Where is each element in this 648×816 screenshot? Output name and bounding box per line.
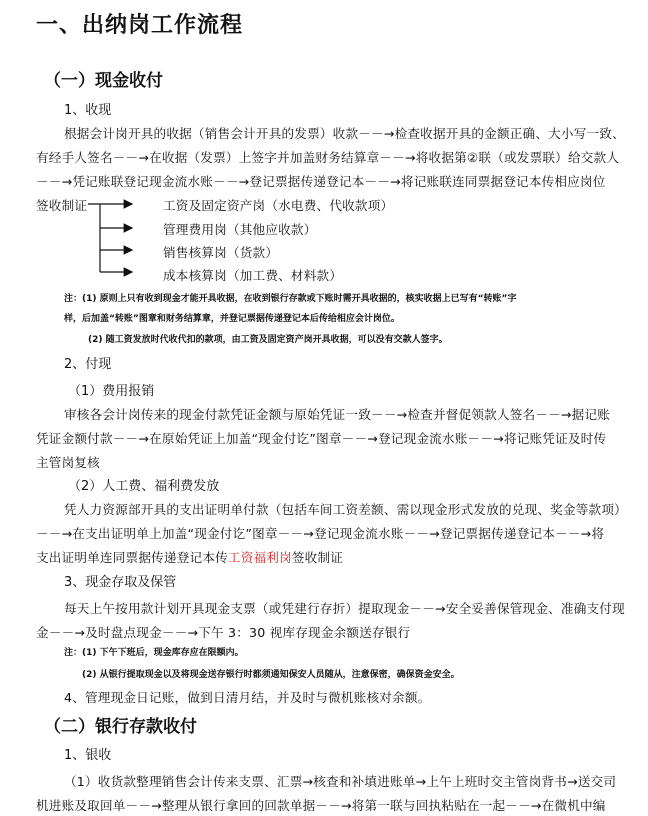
subsection-title-pay-cash: 2、付现 — [64, 357, 112, 372]
paragraph-line: 审核各会计岗传来的现金付款凭证金额与原始凭证一致－－→检查并督促领款人签名－－→据记账 — [64, 407, 611, 422]
paragraph-line — [36, 547, 343, 566]
paragraph-line: 主管岗复核 — [36, 455, 100, 470]
note-line: 注：(1) 原则上只有收到现金才能开具收据，在收到银行存款或下账时需开具收据的，核实收据上已写有“转账”字 — [64, 294, 517, 304]
paragraph-line: 凭证金额付款－－→在原始凭证上加盖“现金付讫”图章－－→登记现金流水账－－→将记账凭证及时传 — [36, 431, 607, 446]
paragraph-line: 有经手人签名－－→在收据（发票）上签字并加盖财务结算章－－→将收据第②联（或发票联）给交款人 — [36, 150, 620, 165]
paragraph-line: （1）收货款整理销售会计传来支票、汇票→核查和补填进账单→上午上班时交主管岗背书→送交司 — [64, 774, 617, 789]
item-title-expense: （1）费用报销 — [68, 384, 155, 399]
note-line: 样，后加盖“转账”图章和财务结算章，并登记票据传递登记本后传给相应会计岗位。 — [64, 314, 400, 324]
paragraph-line: 机进账及取回单－－→整理从银行拿回的回款单据－－→将第一联与回执粘贴在一起－－→在微机中编 — [36, 798, 606, 813]
subsection-title-cash-storage: 3、现金存取及保管 — [64, 575, 177, 590]
text-segment: 支出证明单连同票据传递登记本传 — [36, 550, 228, 565]
paragraph-line: 签收制证 — [36, 198, 88, 213]
note-line: (2) 从银行提取现金以及将现金送存银行时都须通知保安人员随从，注意保密，确保资金安全。 — [82, 670, 460, 680]
note-line: 注：(1) 下午下班后，现金库存应在限额内。 — [64, 648, 244, 658]
branch-label: 管理费用岗（其他应收款） — [163, 222, 317, 237]
item-title-wages: （2）人工费、福利费发放 — [68, 479, 220, 494]
paragraph-line: 凭人力资源部开具的支出证明单付款（包括车间工资差额、需以现金形式发放的兑现、奖金等款项） — [64, 502, 627, 517]
text-segment: 签收制证 — [291, 550, 344, 565]
paragraph-line: －－→在支出证明单上加盖“现金付讫”图章－－→登记现金流水账－－→登记票据传递登记本－－→将 — [36, 526, 605, 541]
branch-label: 工资及固定资产岗（水电费、代收款项） — [163, 198, 394, 213]
subsection-title-receive-cash: 1、收现 — [64, 103, 112, 118]
page-title: 一、出纳岗工作流程 — [36, 12, 244, 38]
item-cash-journal: 4、管理现金日记账，做到日清月结，并及时与微机账核对余额。 — [64, 690, 431, 705]
paragraph-line: 根据会计岗开具的收据（销售会计开具的发票）收款－－→检查收据开具的金额正确、大小写一致、 — [64, 126, 625, 141]
section-heading-cash: （一）现金收付 — [44, 71, 163, 91]
branch-label: 成本核算岗（加工费、材料款） — [163, 268, 343, 283]
subsection-title-bank-receipt: 1、银收 — [64, 748, 112, 763]
section-heading-bank: （二）银行存款收付 — [44, 717, 197, 737]
paragraph-line: 每天上午按用款计划开具现金支票（或凭建行存折）提取现金－－→安全妥善保管现金、准确支付现 — [64, 601, 625, 616]
paragraph-line: －－→凭记账联登记现金流水账－－→登记票据传递登记本－－→将记账联连同票据登记本传相应岗位 — [36, 174, 606, 189]
highlighted-text: 工资福利岗 — [227, 550, 292, 565]
branch-label: 销售核算岗（货款） — [163, 245, 279, 260]
paragraph-line: 金－－→及时盘点现金－－→下午 3：30 视库存现金余额送存银行 — [36, 625, 411, 640]
note-line: (2) 随工资发放时代收代扣的款项，由工资及固定资产岗开具收据，可以没有交款人签字。 — [88, 335, 448, 345]
